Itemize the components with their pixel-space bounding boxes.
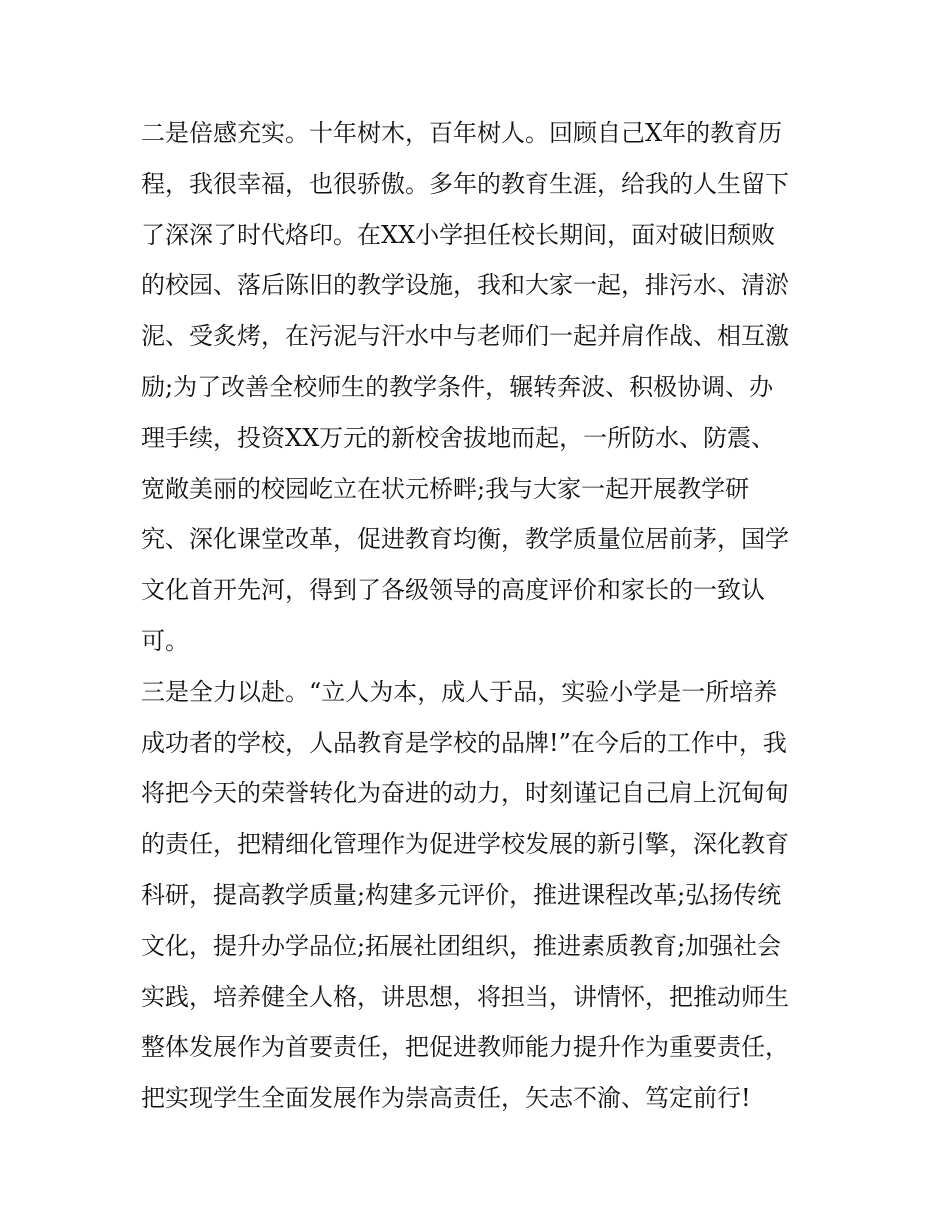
text-line: 文化，提升办学品位;拓展社团组织，推进素质教育;加强社会 <box>141 931 782 960</box>
text-line: 究、深化课堂改革，促进教育均衡，教学质量位居前茅，国学 <box>141 525 789 554</box>
paragraph-2 <box>141 667 831 1124</box>
text-line: 二是倍感充实。十年树木，百年树人。回顾自己X年的教育历 <box>141 119 783 147</box>
text-line: 程，我很幸福，也很骄傲。多年的教育生涯，给我的人生留下 <box>141 169 789 198</box>
text-line: 泥、受炙烤，在污泥与汗水中与老师们一起并肩作战、相互激 <box>141 322 789 351</box>
text-line: 三是全力以赴。“立人为本，成人于品，实验小学是一所培养 <box>141 677 778 706</box>
text-line: 的责任，把精细化管理作为促进学校发展的新引擎，深化教育 <box>141 830 789 859</box>
text-line: 文化首开先河，得到了各级领导的高度评价和家长的一致认 <box>141 576 765 605</box>
text-line: 励;为了改善全校师生的教学条件，辗转奔波、积极协调、办 <box>141 372 774 401</box>
text-line: 将把今天的荣誉转化为奋进的动力，时刻谨记自己肩上沉甸甸 <box>141 779 789 808</box>
text-line: 理手续，投资XX万元的新校舍拔地而起，一所防水、防震、 <box>141 423 776 452</box>
text-line: 成功者的学校，人品教育是学校的品牌!”在今后的工作中，我 <box>141 728 787 757</box>
text-line: 整体发展作为首要责任，把促进教师能力提升作为重要责任， <box>141 1033 789 1062</box>
text-line: 把实现学生全面发展作为崇高责任，矢志不渝、笃定前行! <box>141 1084 751 1113</box>
paragraph-1 <box>141 108 831 667</box>
text-line: 宽敞美丽的校园屹立在状元桥畔;我与大家一起开展教学研 <box>141 474 750 503</box>
text-line: 科研，提高教学质量;构建多元评价，推进课程改革;弘扬传统 <box>141 880 782 909</box>
body-text <box>141 108 831 1124</box>
text-line: 了深深了时代烙印。在XX小学担任校长期间，面对破旧颓败 <box>141 220 776 249</box>
text-line: 的校园、落后陈旧的教学设施，我和大家一起，排污水、清淤 <box>141 271 789 300</box>
text-line: 可。 <box>141 626 189 655</box>
text-line: 实践，培养健全人格，讲思想，将担当，讲情怀，把推动师生 <box>141 982 789 1011</box>
